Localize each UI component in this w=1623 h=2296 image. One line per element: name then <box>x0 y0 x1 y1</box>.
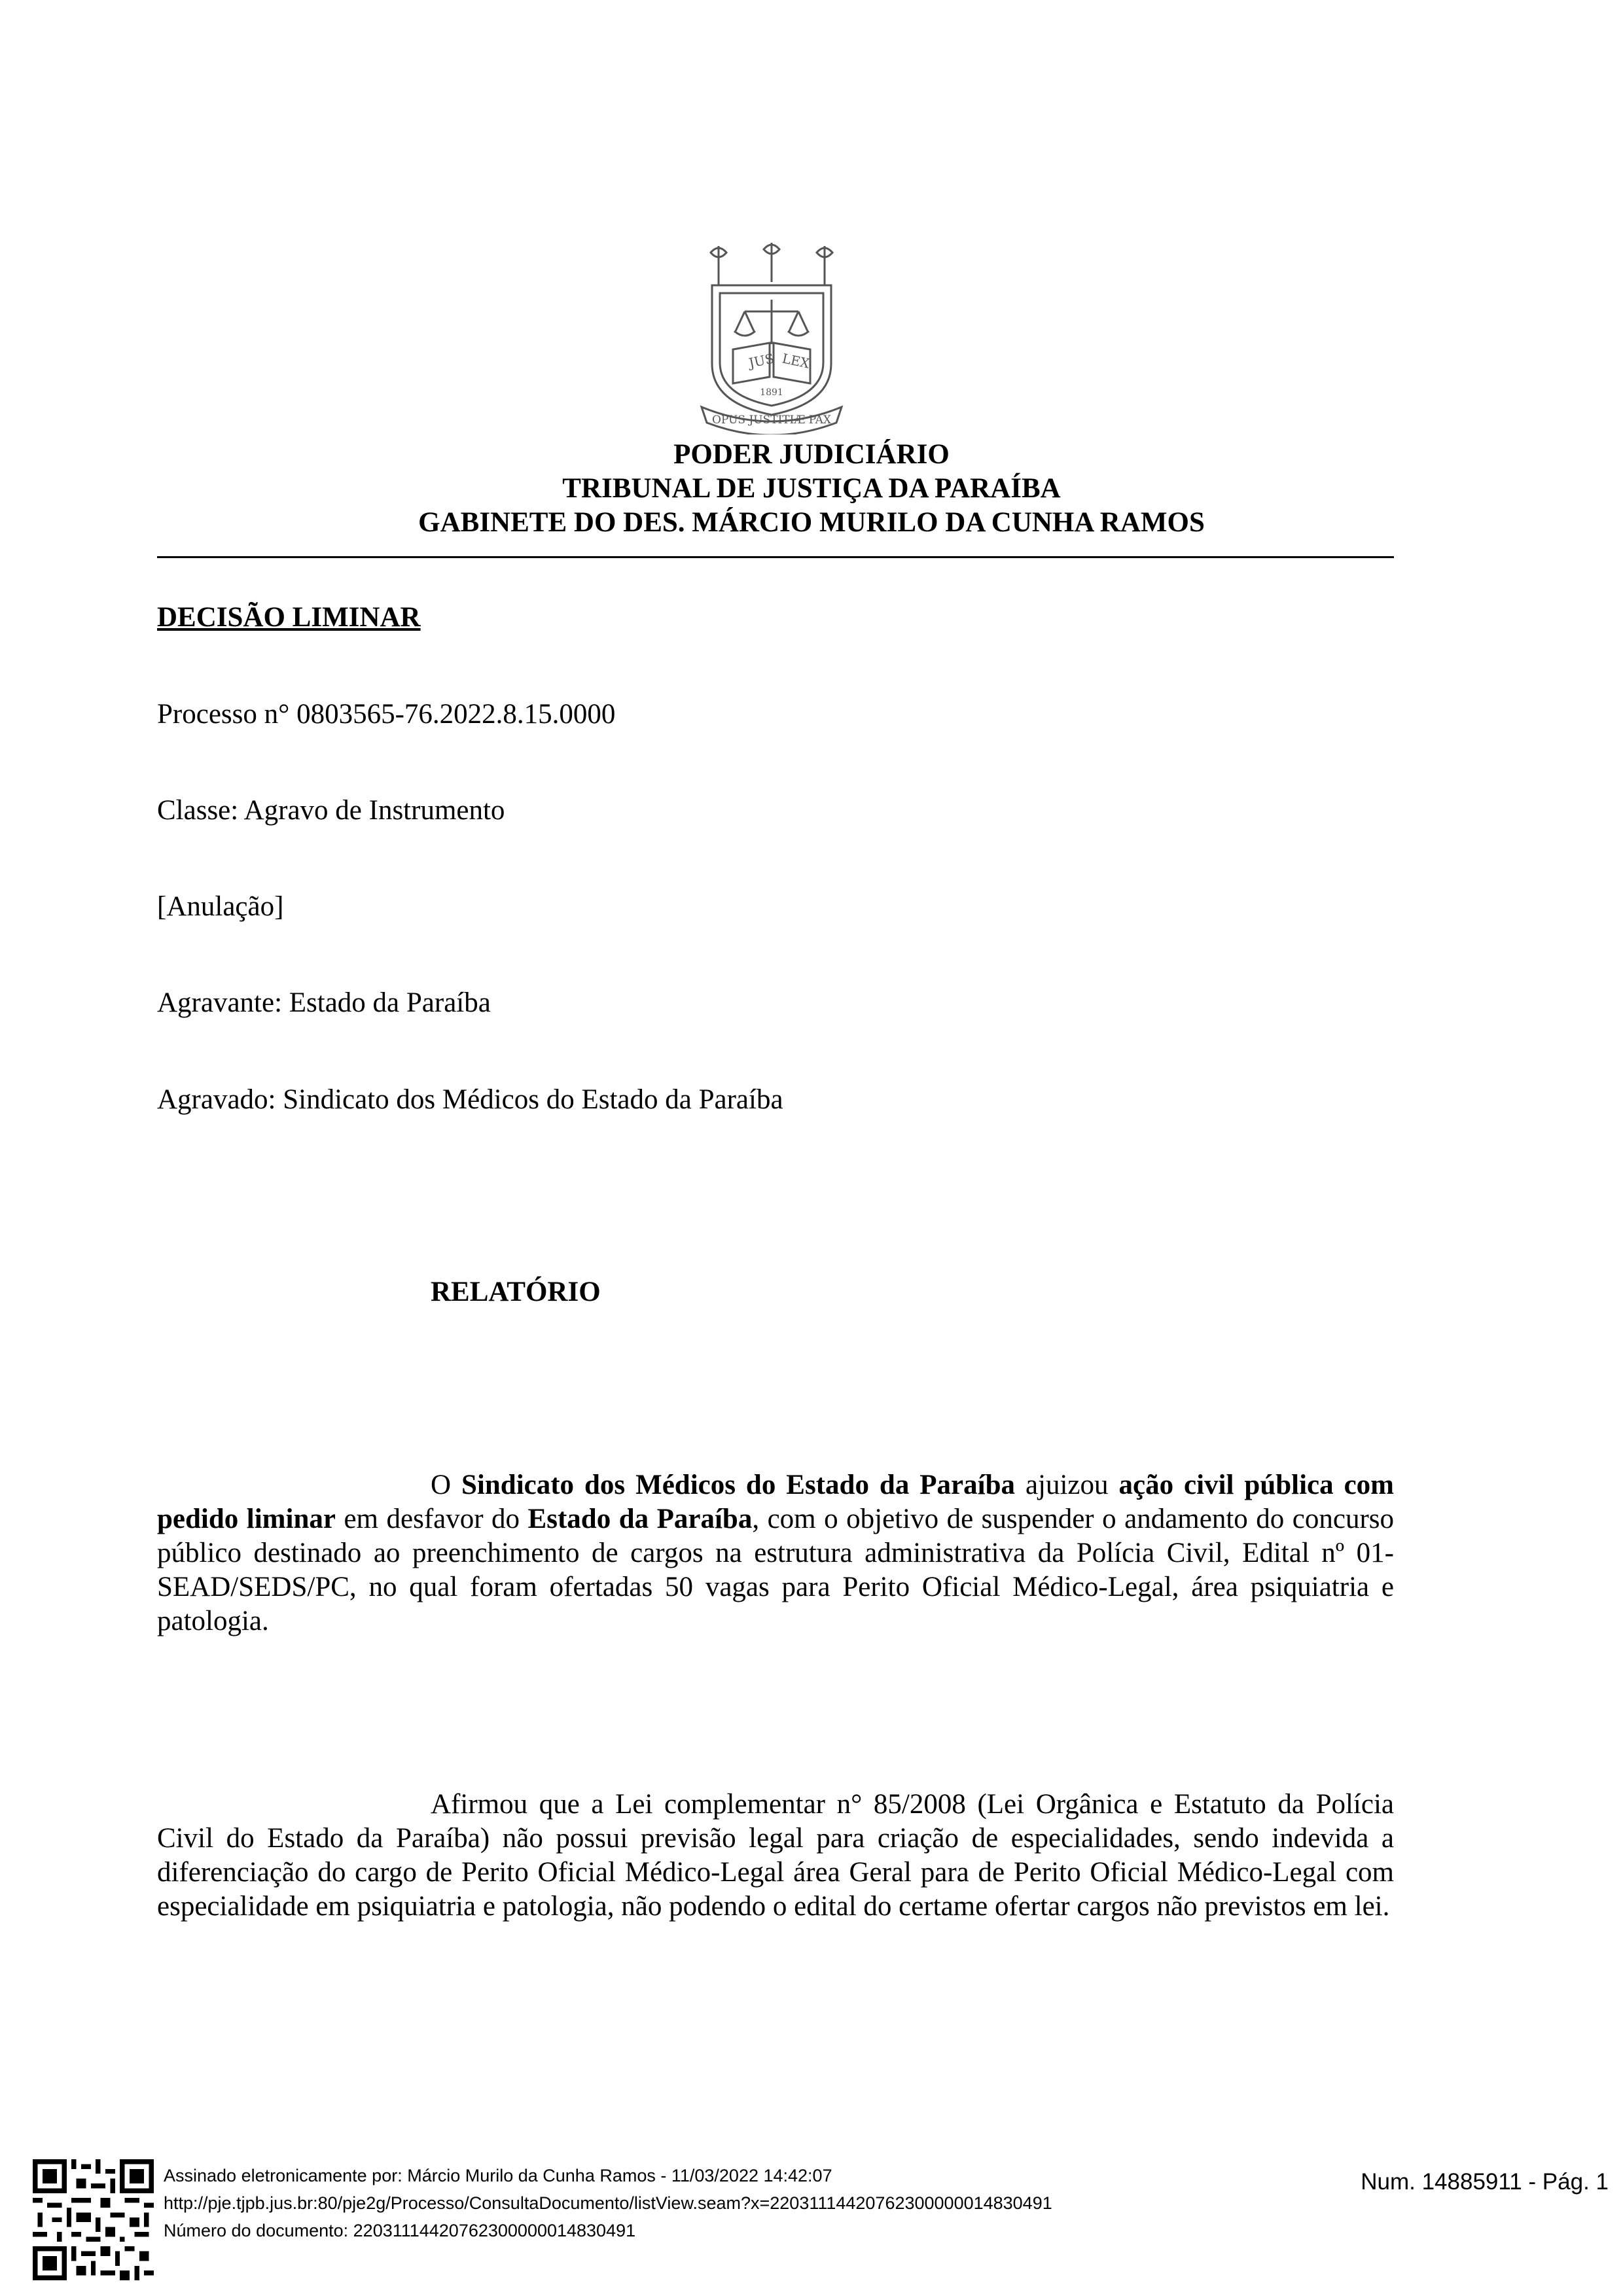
document-title: DECISÃO LIMINAR <box>157 602 421 633</box>
header-line-2: TRIBUNAL DE JUSTIÇA DA PARAÍBA <box>562 473 1061 504</box>
qr-code <box>33 2159 154 2280</box>
process-class: Classe: Agravo de Instrumento <box>157 795 505 826</box>
page-indicator: Num. 14885911 - Pág. 1 <box>1361 2169 1609 2195</box>
crest-motto: OPUS JUSTITIÆ PAX <box>711 414 832 427</box>
court-crest-logo <box>692 239 851 434</box>
process-subject: [Anulação] <box>157 891 284 922</box>
document-number: Número do documento: 22031114420762300000014830491 <box>164 2221 636 2240</box>
process-number: Processo n° 0803565-76.2022.8.15.0000 <box>157 699 616 730</box>
paragraph-1: O Sindicato dos Médicos do Estado da Paraíba ajuizou ação civil pública com pedido liminar em desfavor do Estado da Paraíba, com o objetivo de suspender o andamento do concurso público destinado ao preenchimento de cargos na estrutura administrativa da Polícia Civil, Edital nº 01-SEAD/SEDS/PC, no qual foram ofertadas 50 vagas para Perito Oficial Médico-Legal, área psiquiatria e patologia. <box>157 1470 1395 1636</box>
svg-text:JUS: JUS <box>747 350 776 371</box>
header-divider <box>157 556 1394 558</box>
section-title: RELATÓRIO <box>431 1277 601 1307</box>
svg-text:LEX: LEX <box>780 350 812 372</box>
crest-year: 1891 <box>760 387 783 398</box>
appellant: Agravante: Estado da Paraíba <box>157 987 491 1018</box>
header-line-3: GABINETE DO DES. MÁRCIO MURILO DA CUNHA RAMOS <box>418 507 1205 538</box>
document-url[interactable]: http://pje.tjpb.jus.br:80/pje2g/Processo/ConsultaDocumento/listView.seam?x=22031114420762300000014830491 <box>164 2193 1052 2213</box>
signature-line: Assinado eletronicamente por: Márcio Murilo da Cunha Ramos - 11/03/2022 14:42:07 <box>164 2166 832 2185</box>
header-line-1: PODER JUDICIÁRIO <box>673 439 950 470</box>
paragraph-2: Afirmou que a Lei complementar n° 85/2008 (Lei Orgânica e Estatuto da Polícia Civil do Estado da Paraíba) não possui previsão legal para criação de especialidades, sendo indevida a diferenciação do cargo de Perito Oficial Médico-Legal área Geral para de Perito Oficial Médico-Legal com especialidade em psiquiatria e patologia, não podendo o edital do certame ofertar cargos não previstos em lei. <box>157 1789 1394 1922</box>
appellee: Agravado: Sindicato dos Médicos do Estado da Paraíba <box>157 1084 783 1115</box>
